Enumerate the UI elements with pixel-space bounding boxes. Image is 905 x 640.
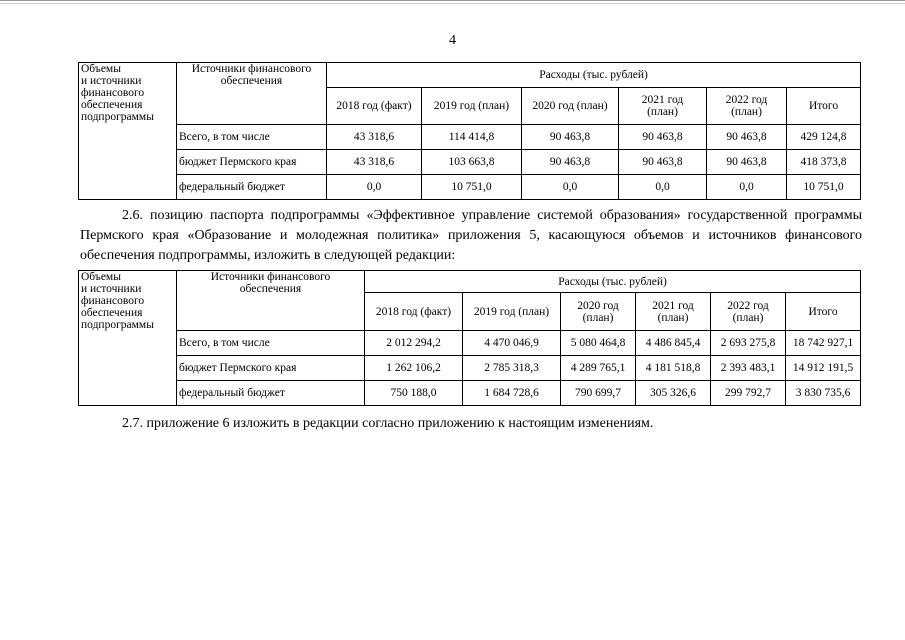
- table1-label-text: Объемы и источники финансового обеспечения подпрограммы: [81, 63, 154, 123]
- table1-cell: 10 751,0: [422, 175, 522, 200]
- table-row: [79, 381, 861, 406]
- table2-cell: 4 486 845,4: [636, 331, 711, 356]
- table2-col-2020: 2020 год (план): [561, 293, 636, 331]
- table2-cell: 750 188,0: [365, 381, 463, 406]
- table2-cell: 305 326,6: [636, 381, 711, 406]
- table1-cell: 90 463,8: [522, 125, 619, 150]
- table-row: [79, 331, 861, 356]
- financing-table-1: [78, 62, 861, 200]
- table2-cell: 2 393 483,1: [711, 356, 786, 381]
- table1-row-label: Всего, в том числе: [177, 125, 327, 150]
- table-row: [79, 125, 861, 150]
- table2-cell: 18 742 927,1: [786, 331, 861, 356]
- table1-cell: 418 373,8: [787, 150, 861, 175]
- table-row: [79, 356, 861, 381]
- table2-col-2021: 2021 год (план): [636, 293, 711, 331]
- page-number: 4: [449, 33, 456, 48]
- table1-row-label: бюджет Пермского края: [177, 150, 327, 175]
- table1-cell: 43 318,6: [327, 150, 422, 175]
- table2-cell: 2 012 294,2: [365, 331, 463, 356]
- table1-section-label: [79, 63, 177, 200]
- table2-col-2019: 2019 год (план): [463, 293, 561, 331]
- table2-label-text: Объемы и источники финансового обеспечения подпрограммы: [81, 271, 154, 331]
- table1-cell: 0,0: [619, 175, 707, 200]
- paragraph-2-7: 2.7. приложение 6 изложить в редакции согласно приложению к настоящим изменениям.: [122, 416, 654, 431]
- table1-cell: 429 124,8: [787, 125, 861, 150]
- table2-row-label: Всего, в том числе: [177, 331, 365, 356]
- table1-cell: 0,0: [522, 175, 619, 200]
- table2-cell: 14 912 191,5: [786, 356, 861, 381]
- table1-cell: 114 414,8: [422, 125, 522, 150]
- table2-col-2018: 2018 год (факт): [365, 293, 463, 331]
- table1-cell: 90 463,8: [619, 125, 707, 150]
- financing-table-2: [78, 270, 861, 406]
- table2-row-label: бюджет Пермского края: [177, 356, 365, 381]
- table1-sources-header-text: Источники финансового обеспечения: [191, 63, 312, 87]
- table1-col-2018: 2018 год (факт): [327, 88, 422, 125]
- table2-cell: 4 181 518,8: [636, 356, 711, 381]
- table2-cell: 4 470 046,9: [463, 331, 561, 356]
- table-row: [79, 150, 861, 175]
- table2-cell: 790 699,7: [561, 381, 636, 406]
- table2-cell: 299 792,7: [711, 381, 786, 406]
- table1-cell: 90 463,8: [522, 150, 619, 175]
- table2-expenses-header: Расходы (тыс. рублей): [365, 271, 861, 293]
- table2-cell: 4 289 765,1: [561, 356, 636, 381]
- table1-cell: 0,0: [327, 175, 422, 200]
- table2-cell: 5 080 464,8: [561, 331, 636, 356]
- table2-sources-header: [177, 271, 365, 331]
- table2-cell: 2 693 275,8: [711, 331, 786, 356]
- table1-cell: 90 463,8: [707, 125, 787, 150]
- table1-col-2019: 2019 год (план): [422, 88, 522, 125]
- table2-col-total: Итого: [786, 293, 861, 331]
- table2-col-2022: 2022 год (план): [711, 293, 786, 331]
- table1-cell: 43 318,6: [327, 125, 422, 150]
- table1-cell: 103 663,8: [422, 150, 522, 175]
- table2-section-label: [79, 271, 177, 406]
- table1-expenses-header: Расходы (тыс. рублей): [327, 63, 861, 88]
- table2-cell: 1 684 728,6: [463, 381, 561, 406]
- table-row: [79, 175, 861, 200]
- table2-row-label: федеральный бюджет: [177, 381, 365, 406]
- table2-cell: 1 262 106,2: [365, 356, 463, 381]
- table1-col-total: Итого: [787, 88, 861, 125]
- table1-col-2022: 2022 год (план): [707, 88, 787, 125]
- table1-cell: 0,0: [707, 175, 787, 200]
- table2-cell: 2 785 318,3: [463, 356, 561, 381]
- table1-cell: 90 463,8: [619, 150, 707, 175]
- scan-top-edge: [0, 0, 905, 4]
- table1-cell: 90 463,8: [707, 150, 787, 175]
- paragraph-2-6: 2.6. позицию паспорта подпрограммы «Эффективное управление системой образования» государственной программы Пермского края «Образование и молодежная политика» приложения 5, касающуюся объемов и источников финансового обеспечения подпрограммы, изложить в следующей редакции:: [80, 208, 862, 263]
- table1-sources-header: [177, 63, 327, 125]
- table2-cell: 3 830 735,6: [786, 381, 861, 406]
- table2-sources-header-text: Источники финансового обеспечения: [210, 271, 331, 295]
- table1-cell: 10 751,0: [787, 175, 861, 200]
- table1-col-2020: 2020 год (план): [522, 88, 619, 125]
- table1-col-2021: 2021 год (план): [619, 88, 707, 125]
- table1-row-label: федеральный бюджет: [177, 175, 327, 200]
